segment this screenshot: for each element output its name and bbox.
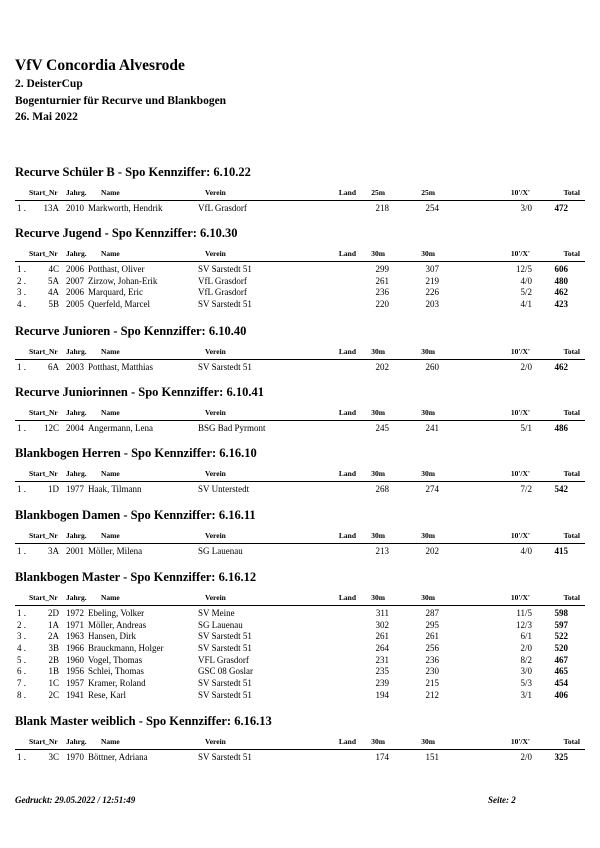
category-title: Blankbogen Damen - Spo Kennziffer: 6.16.11 [15,508,256,522]
table-row [15,299,585,311]
table-row [15,287,585,299]
column-header-name: Name [101,593,120,602]
cell-d1: 174 [375,752,389,762]
cell-rank: 1 . [17,362,26,372]
column-header-year: Jahrg. [66,469,87,478]
cell-rank: 1 . [17,264,26,274]
column-header-name: Name [101,469,120,478]
cell-total: 480 [554,275,568,286]
cell-tens: 4/1 [520,299,532,310]
column-header-d1: 30m [371,469,385,478]
cell-tens: 4/0 [520,275,532,286]
cell-club: SV Sarstedt 51 [198,752,252,762]
cell-d2: 295 [425,619,439,630]
cell-d2: 203 [425,299,439,310]
cell-year: 2010 [66,203,84,213]
cell-tens: 2/0 [520,362,532,372]
cell-start: 2B [48,654,59,665]
cell-rank: 8 . [17,689,26,700]
column-header-year: Jahrg. [66,347,87,356]
column-header-name: Name [101,188,120,197]
column-header-year: Jahrg. [66,593,87,602]
category-title: Blankbogen Herren - Spo Kennziffer: 6.16.10 [15,446,257,460]
cell-rank: 5 . [17,654,26,665]
cell-d1: 261 [375,275,389,286]
cell-start: 13A [43,203,59,213]
cell-year: 1966 [66,643,84,654]
table-row [15,484,585,496]
cell-start: 2C [48,689,59,700]
cell-year: 1972 [66,608,84,618]
cell-name: Rese, Karl [88,689,126,700]
cell-club: SV Unterstedt [198,484,250,494]
column-header-year: Jahrg. [66,408,87,417]
column-header-land: Land [338,469,356,478]
column-header-name: Name [101,531,120,540]
cell-club: VfL Grasdorf [198,275,247,286]
cell-name: Zirzow, Johan-Erik [88,275,158,286]
table-row [15,264,585,276]
column-header-tens: 10'/X' [510,737,530,746]
cell-d2: 226 [425,287,439,298]
column-header-total: Total [563,408,580,417]
cell-rank: 2 . [17,619,26,630]
cell-start: 1A [48,619,59,630]
table-row [15,752,585,764]
column-header-year: Jahrg. [66,531,87,540]
cell-year: 2006 [66,287,84,298]
cell-name: Markworth, Hendrik [88,203,163,213]
column-header-club: Verein [205,737,226,746]
cell-d1: 236 [375,287,389,298]
results-table [15,546,585,558]
cell-club: SV Meine [198,608,235,618]
category-title: Recurve Schüler B - Spo Kennziffer: 6.10.22 [15,165,251,179]
column-header-club: Verein [205,347,226,356]
cell-total: 606 [554,264,568,274]
cell-total: 522 [554,631,568,642]
cell-tens: 12/3 [515,619,532,630]
cell-start: 12C [43,423,59,433]
column-header-d2: 30m [421,531,435,540]
category-title: Recurve Juniorinnen - Spo Kennziffer: 6.10.41 [15,385,264,399]
column-header-tens: 10'/X' [510,531,530,540]
cell-total: 467 [554,654,568,665]
cell-tens: 6/1 [520,631,532,642]
column-header-total: Total [563,188,580,197]
cell-name: Haak, Tilmann [88,484,142,494]
cell-start: 4A [48,287,59,298]
cell-d2: 274 [425,484,439,494]
header-rule [15,749,585,750]
cell-total: 472 [554,203,568,213]
cell-club: BSG Bad Pyrmont [198,423,266,433]
club-name: VfV Concordia Alvesrode [15,57,185,74]
cell-tens: 2/0 [520,643,532,654]
column-header-row [15,592,585,604]
column-header-row [15,530,585,542]
cell-rank: 1 . [17,752,26,762]
column-header-d1: 30m [371,737,385,746]
category-title: Recurve Jugend - Spo Kennziffer: 6.10.30 [15,226,238,240]
tournament-date: 26. Mai 2022 [15,111,78,123]
column-header-d2: 30m [421,469,435,478]
column-header-total: Total [563,531,580,540]
column-header-start: Start_Nr [29,531,58,540]
table-row [15,631,585,643]
cell-d1: 194 [375,689,389,700]
column-header-row [15,248,585,260]
cell-name: Möller, Milena [88,546,143,556]
cell-club: SV Sarstedt 51 [198,678,252,689]
cell-d2: 212 [425,689,439,700]
cell-tens: 11/5 [516,608,532,618]
column-header-d2: 25m [421,188,435,197]
cell-club: SV Sarstedt 51 [198,631,252,642]
column-header-name: Name [101,737,120,746]
cell-rank: 3 . [17,287,26,298]
cell-start: 5A [48,275,59,286]
column-header-land: Land [338,188,356,197]
header-rule [15,481,585,482]
cell-rank: 1 . [17,203,26,213]
column-header-club: Verein [205,188,226,197]
category-title: Blankbogen Master - Spo Kennziffer: 6.16.12 [15,570,257,584]
cell-name: Kramer, Roland [88,678,146,689]
cell-d1: 311 [375,608,389,618]
cell-total: 520 [554,643,568,654]
cell-total: 598 [554,608,568,618]
cell-d1: 202 [375,362,389,372]
cell-tens: 3/0 [520,666,532,677]
cell-start: 5B [48,299,59,310]
cell-total: 542 [554,484,568,494]
cell-d2: 254 [425,203,439,213]
cell-total: 597 [554,619,568,630]
category-title: Blank Master weiblich - Spo Kennziffer: 6.16.13 [15,714,272,728]
column-header-total: Total [563,469,580,478]
cell-d2: 230 [425,666,439,677]
cell-year: 1941 [66,689,84,700]
cell-rank: 7 . [17,678,26,689]
cell-rank: 1 . [17,608,26,618]
results-table [15,608,585,702]
cell-year: 1971 [66,619,84,630]
cell-d2: 261 [425,631,439,642]
column-header-start: Start_Nr [29,249,58,258]
header-rule [15,359,585,360]
cell-d1: 220 [375,299,389,310]
table-row [15,678,585,690]
cup-name: 2. DeisterCup [15,78,83,90]
column-header-start: Start_Nr [29,593,58,602]
column-header-start: Start_Nr [29,188,58,197]
column-header-d1: 30m [371,408,385,417]
cell-d1: 264 [375,643,389,654]
column-header-tens: 10'/X' [510,469,530,478]
cell-rank: 2 . [17,275,26,286]
table-row [15,655,585,667]
column-header-land: Land [338,408,356,417]
cell-tens: 3/1 [520,689,532,700]
cell-tens: 3/0 [520,203,532,213]
column-header-total: Total [563,249,580,258]
column-header-club: Verein [205,469,226,478]
cell-start: 1B [48,666,59,677]
table-row [15,643,585,655]
cell-rank: 1 . [17,423,26,433]
results-table [15,203,585,215]
cell-year: 2001 [66,546,84,556]
cell-club: SV Sarstedt 51 [198,264,252,274]
cell-start: 1D [48,484,59,494]
cell-club: VFL Grasdorf [198,654,249,665]
column-header-total: Total [563,593,580,602]
column-header-land: Land [338,531,356,540]
header-rule [15,420,585,421]
cell-name: Querfeld, Marcel [88,299,150,310]
cell-d1: 299 [375,264,389,274]
cell-tens: 5/1 [520,423,532,433]
table-row [15,362,585,374]
cell-year: 2005 [66,299,84,310]
cell-tens: 5/2 [520,287,532,298]
column-header-start: Start_Nr [29,469,58,478]
cell-total: 465 [554,666,568,677]
results-table [15,264,585,311]
column-header-d2: 30m [421,593,435,602]
table-row [15,666,585,678]
column-header-d2: 30m [421,347,435,356]
cell-year: 1970 [66,752,84,762]
cell-start: 3C [48,752,59,762]
cell-d2: 256 [425,643,439,654]
column-header-row [15,736,585,748]
column-header-d2: 30m [421,249,435,258]
column-header-club: Verein [205,531,226,540]
column-header-name: Name [101,347,120,356]
column-header-d1: 30m [371,593,385,602]
cell-year: 1957 [66,678,84,689]
cell-name: Potthast, Oliver [88,264,145,274]
column-header-tens: 10'/X' [510,188,530,197]
cell-start: 3A [48,546,59,556]
results-table [15,362,585,374]
cell-total: 406 [554,689,568,700]
cell-d1: 213 [375,546,389,556]
cell-rank: 1 . [17,484,26,494]
cell-year: 1963 [66,631,84,642]
column-header-club: Verein [205,249,226,258]
category-title: Recurve Junioren - Spo Kennziffer: 6.10.40 [15,324,247,338]
cell-club: SV Sarstedt 51 [198,689,252,700]
column-header-year: Jahrg. [66,188,87,197]
cell-d1: 235 [375,666,389,677]
cell-rank: 3 . [17,631,26,642]
cell-d1: 239 [375,678,389,689]
column-header-start: Start_Nr [29,408,58,417]
cell-year: 2004 [66,423,84,433]
results-table [15,752,585,764]
cell-total: 415 [554,546,568,556]
table-row [15,276,585,288]
cell-name: Schlei, Thomas [88,666,144,677]
table-row [15,690,585,702]
cell-d2: 241 [425,423,439,433]
cell-start: 3B [48,643,59,654]
cell-d2: 151 [425,752,439,762]
header-rule [15,543,585,544]
results-table [15,423,585,435]
cell-d2: 202 [425,546,439,556]
cell-tens: 7/2 [520,484,532,494]
cell-name: Brauckmann, Holger [88,643,164,654]
cell-club: SG Lauenau [198,619,243,630]
cell-total: 486 [554,423,568,433]
cell-rank: 6 . [17,666,26,677]
cell-tens: 12/5 [515,264,532,274]
column-header-club: Verein [205,408,226,417]
cell-d2: 260 [425,362,439,372]
column-header-name: Name [101,249,120,258]
header-rule [15,200,585,201]
cell-name: Marquard, Eric [88,287,143,298]
column-header-land: Land [338,593,356,602]
column-header-row [15,346,585,358]
cell-club: SV Sarstedt 51 [198,362,252,372]
cell-name: Böttner, Adriana [88,752,148,762]
column-header-year: Jahrg. [66,737,87,746]
results-table [15,484,585,496]
cell-year: 1956 [66,666,84,677]
column-header-row [15,407,585,419]
cell-start: 6A [48,362,59,372]
cell-d2: 307 [425,264,439,274]
column-header-d1: 25m [371,188,385,197]
cell-d1: 245 [375,423,389,433]
column-header-name: Name [101,408,120,417]
cell-rank: 4 . [17,643,26,654]
cell-name: Angermann, Lena [88,423,153,433]
column-header-d2: 30m [421,408,435,417]
table-row [15,203,585,215]
header-rule [15,261,585,262]
cell-name: Vogel, Thomas [88,654,143,665]
column-header-land: Land [338,737,356,746]
cell-year: 2003 [66,362,84,372]
cell-d2: 215 [425,678,439,689]
column-header-tens: 10'/X' [510,408,530,417]
cell-name: Hansen, Dirk [88,631,136,642]
column-header-total: Total [563,347,580,356]
column-header-row [15,187,585,199]
cell-name: Ebeling, Volker [88,608,145,618]
cell-name: Potthast, Matthias [88,362,153,372]
cell-club: VfL Grasdorf [198,287,247,298]
cell-total: 325 [554,752,568,762]
column-header-land: Land [338,249,356,258]
column-header-row [15,468,585,480]
cell-d2: 236 [425,654,439,665]
cell-tens: 8/2 [520,654,532,665]
cell-club: SV Sarstedt 51 [198,299,252,310]
cell-tens: 2/0 [520,752,532,762]
cell-d1: 231 [375,654,389,665]
column-header-d2: 30m [421,737,435,746]
cell-year: 1977 [66,484,84,494]
page-number: Seite: 2 [488,795,516,805]
table-row [15,608,585,620]
cell-d1: 218 [375,203,389,213]
column-header-land: Land [338,347,356,356]
cell-d1: 261 [375,631,389,642]
column-header-d1: 30m [371,531,385,540]
table-row [15,546,585,558]
column-header-start: Start_Nr [29,737,58,746]
cell-d2: 287 [425,608,439,618]
column-header-start: Start_Nr [29,347,58,356]
cell-name: Möller, Andreas [88,619,147,630]
header-rule [15,605,585,606]
cell-tens: 5/3 [520,678,532,689]
cell-start: 2D [48,608,59,618]
cell-start: 2A [48,631,59,642]
cell-rank: 1 . [17,546,26,556]
cell-start: 4C [48,264,59,274]
table-row [15,620,585,632]
column-header-year: Jahrg. [66,249,87,258]
cell-start: 1C [48,678,59,689]
cell-year: 1960 [66,654,84,665]
cell-rank: 4 . [17,299,26,310]
cell-total: 423 [554,299,568,310]
cell-club: SG Lauenau [198,546,243,556]
cell-year: 2007 [66,275,84,286]
column-header-tens: 10'/X' [510,347,530,356]
cell-d2: 219 [425,275,439,286]
column-header-d1: 30m [371,347,385,356]
cell-d1: 302 [375,619,389,630]
cell-total: 454 [554,678,568,689]
cell-total: 462 [554,287,568,298]
cell-d1: 268 [375,484,389,494]
tournament-subtitle: Bogenturnier für Recurve und Blankbogen [15,95,227,107]
column-header-club: Verein [205,593,226,602]
column-header-tens: 10'/X' [510,593,530,602]
print-timestamp: Gedruckt: 29.05.2022 / 12:51:49 [15,795,136,805]
cell-year: 2006 [66,264,84,274]
cell-total: 462 [554,362,568,372]
table-row [15,423,585,435]
cell-club: GSC 08 Goslar [198,666,254,677]
column-header-tens: 10'/X' [510,249,530,258]
column-header-d1: 30m [371,249,385,258]
column-header-total: Total [563,737,580,746]
cell-tens: 4/0 [520,546,532,556]
cell-club: SV Sarstedt 51 [198,643,252,654]
cell-club: VfL Grasdorf [198,203,247,213]
